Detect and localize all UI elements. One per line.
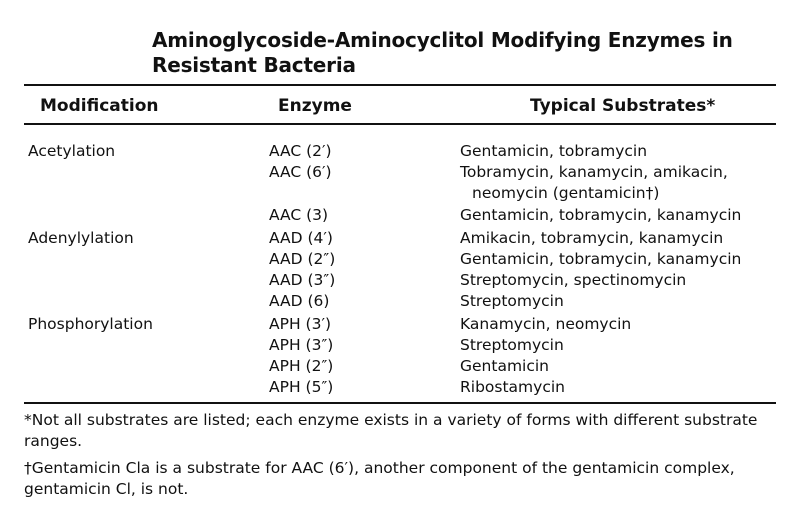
enzyme-cell: APH (2″)	[269, 357, 334, 375]
enzyme-cell: APH (3″)	[269, 336, 334, 354]
header-typical-substrates: Typical Substrates*	[530, 96, 716, 116]
enzyme-cell: AAD (6)	[269, 292, 330, 310]
modification-cell: Phosphorylation	[28, 315, 153, 333]
enzyme-cell: AAD (2″)	[269, 250, 336, 268]
substrates-cell: Tobramycin, kanamycin, amikacin,	[460, 163, 728, 181]
bottom-rule	[24, 402, 776, 404]
substrates-cell-continued: neomycin (gentamicin†)	[472, 184, 660, 202]
modification-cell: Adenylylation	[28, 229, 134, 247]
top-rule	[24, 84, 776, 86]
header-enzyme: Enzyme	[278, 96, 352, 116]
substrates-cell: Kanamycin, neomycin	[460, 315, 632, 333]
header-rule	[24, 123, 776, 125]
substrates-cell: Amikacin, tobramycin, kanamycin	[460, 229, 724, 247]
substrates-cell: Streptomycin, spectinomycin	[460, 271, 687, 289]
enzyme-cell: AAC (3)	[269, 206, 329, 224]
header-modification: Modification	[40, 96, 159, 116]
substrates-cell: Ribostamycin	[460, 378, 565, 396]
footnote-dagger: †Gentamicin Cla is a substrate for AAC (6′), another component of the gentamicin complex, gentamicin Cl, is not.	[24, 459, 735, 498]
enzyme-cell: AAC (2′)	[269, 142, 332, 160]
enzyme-cell: APH (5″)	[269, 378, 334, 396]
enzyme-cell: AAD (3″)	[269, 271, 336, 289]
substrates-cell: Gentamicin, tobramycin	[460, 142, 648, 160]
modification-cell: Acetylation	[28, 142, 116, 160]
footnote-asterisk: *Not all substrates are listed; each enzyme exists in a variety of forms with different substrate ranges.	[24, 411, 758, 450]
table-title: Aminoglycoside-Aminocyclitol Modifying Enzymes in Resistant Bacteria	[152, 28, 733, 77]
enzyme-cell: APH (3′)	[269, 315, 332, 333]
enzyme-cell: AAC (6′)	[269, 163, 332, 181]
enzyme-cell: AAD (4′)	[269, 229, 333, 247]
substrates-cell: Gentamicin	[460, 357, 550, 375]
substrates-cell: Gentamicin, tobramycin, kanamycin	[460, 206, 742, 224]
substrates-cell: Streptomycin	[460, 336, 564, 354]
substrates-cell: Streptomycin	[460, 292, 564, 310]
substrates-cell: Gentamicin, tobramycin, kanamycin	[460, 250, 742, 268]
